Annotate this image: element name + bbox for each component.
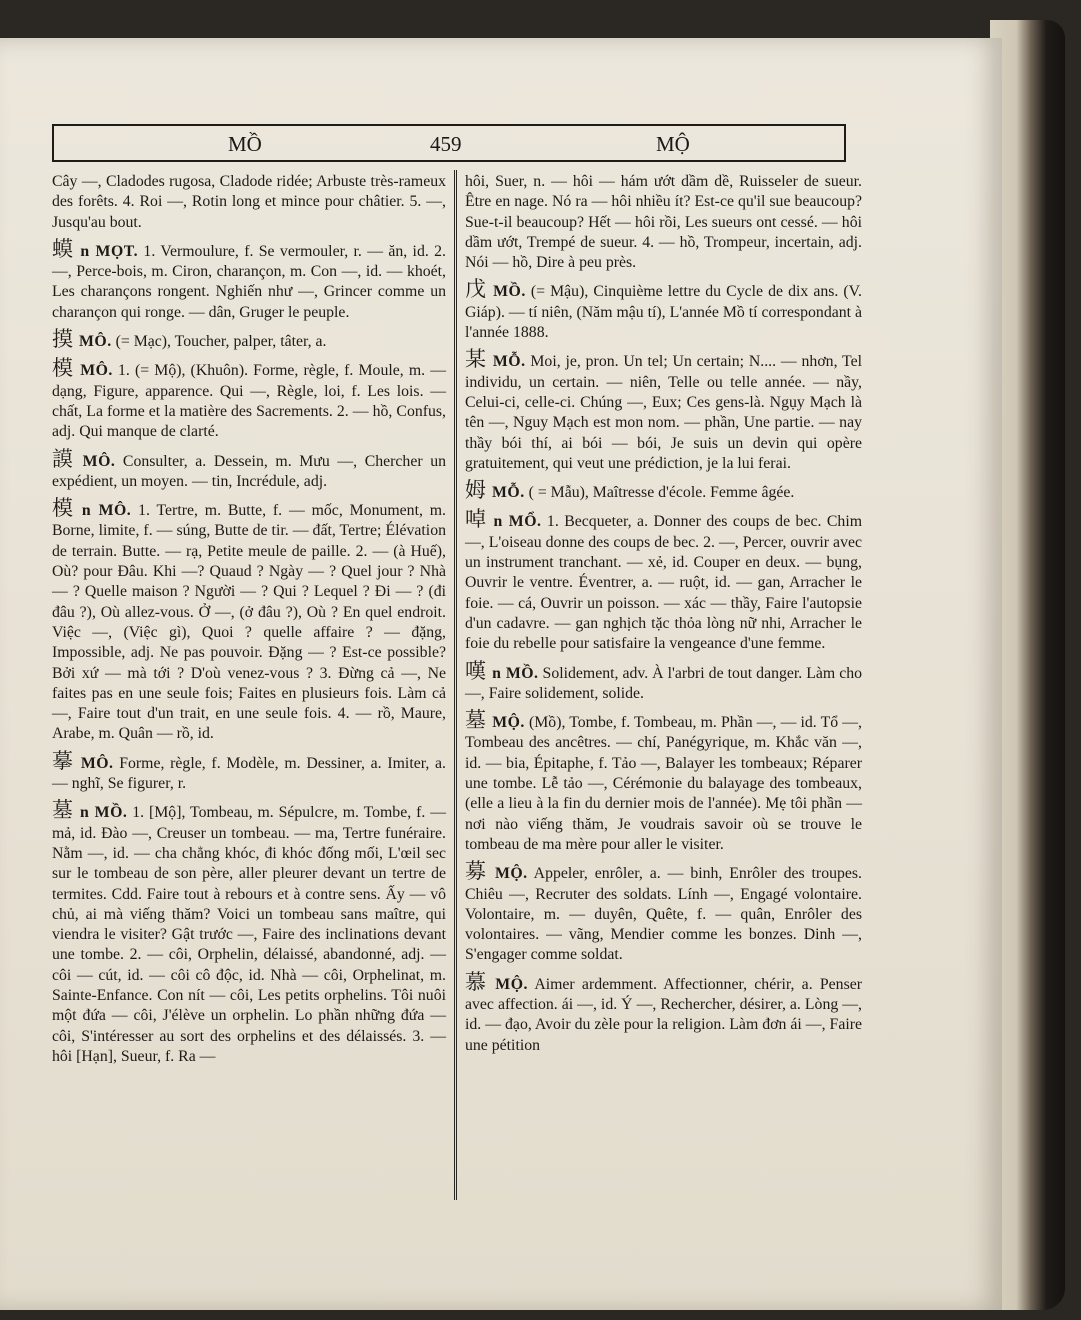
entry-headword: n MỌT. <box>80 242 139 260</box>
entry-character: 蟆 <box>52 236 75 261</box>
entry-character: 戊 <box>465 277 488 302</box>
dictionary-entry <box>465 658 863 705</box>
entry-headword: MÔ. <box>80 362 113 380</box>
entry-headword: n MÔ. <box>81 502 132 520</box>
entry-text: 1. [Mộ], Tombeau, m. Sépulcre, m. Tombe, f. — mả, id. Đào —, Creuser un tombeau. — ma, Tertre funéraire. Nằm —, id. — cha chẳng khóc, đi khóc đống mối, L'œil sec sur le tombeau de son père, aller pleurer devant un tertre de termites. Cdd. Faire tout à rebours et à contre sens. Ấy — vô chủ, ai mà viếng thăm? Voici un tombeau sans maître, qui viendra le visiter? Gật trước —, Faire des inclinations devant une tombe. 2. — côi, Orphelin, délaissé, abandonné, adj. — côi — cút, id. — côi cô độc, id. Nhà — côi, Orphelinat, m. Sainte-Enfance. Con nít — côi, Les petits orphelins. Tôi nuôi một đứa — côi, J'élève un orphelin. Lo phần những đứa — côi, S'intéresser au sort des orphelins et des délaissés. 3. — hôi [Hạn], Sueur, f. Ra — <box>52 804 446 1065</box>
dictionary-entry <box>52 358 446 442</box>
entry-character: 摹 <box>52 748 75 773</box>
page-number: 459 <box>430 132 462 156</box>
entry-headword: n MỒ. <box>492 664 539 682</box>
entry-headword: MỖ. <box>492 484 525 502</box>
entry-text: (Mồ), Tombe, f. Tombeau, m. Phần —, — id. Tổ —, Tombeau des ancêtres. — chí, Panégyrique, m. Khắc văn —, id. — bia, Épitaphe, f. Tảo —, Balayer les tombeaux; Réparer une tombe. Lễ tảo —, Cérémonie du balayage des tombeaux, (elle a lieu à la fin du dernier mois de l'année). Mẹ tôi phần — nơi nào viếng thăm, Je voudrais savoir où se trouve le tombeau de ma mère pour aller le visiter. <box>465 714 863 853</box>
entry-text: Moi, je, pron. Un tel; Un certain; N.... — nhơn, Tel individu, un certain. — niên, Telle ou telle année. — nầy, Celui-ci, celle-ci. Chúng —, Eux; Ces gens-là. Ngụy Mạch là tên —, Nguy Mạch est mon nom. — phần, Une partie. — nay thầy bói thí, ai bói — bói, Je suis un devin qui opère gratuitement, qui veut une prédiction, je la lui ferai. <box>465 353 863 472</box>
entry-character: 摸 <box>52 327 73 352</box>
entry-text: Forme, règle, f. Modèle, m. Dessiner, a. Imiter, a. — nghĩ, Se figurer, r. <box>52 754 447 793</box>
right-column <box>465 172 862 1062</box>
dictionary-entry <box>52 446 446 493</box>
dictionary-entry <box>465 480 862 503</box>
entry-text: Appeler, enrôler, a. — binh, Enrôler des troupes. Chiêu —, Recruter des soldats. Lính —, Engagé volontaire. Volontaire, m. — duyên, Quête, f. — quân, Enrôler des volontaires. — vãng, Mendier comme les bonzes. Dinh —, S'engager comme soldat. <box>465 865 862 964</box>
entry-text: (= Mạc), Toucher, palper, tâter, a. <box>115 333 327 351</box>
entry-headword: MỒ. <box>493 283 526 301</box>
entry-character: 慕 <box>465 969 490 994</box>
entry-character: 墓 <box>52 798 74 823</box>
entry-headword: MỘ. <box>492 714 525 732</box>
dictionary-entry <box>465 861 862 965</box>
entry-headword: MÔ. <box>80 754 114 772</box>
dictionary-entry <box>52 236 446 323</box>
entry-headword: n MỔ. <box>493 513 542 531</box>
entry-character: 模 <box>52 356 75 381</box>
header-right-word: MỘ <box>656 132 690 156</box>
entry-character: 謨 <box>52 446 77 471</box>
page-header <box>52 124 846 162</box>
entry-text: 1. Becqueter, a. Donner des coups de bec. Chim —, L'oiseau donne des coups de bec. 2. —, Percer, ouvrir avec un instrument tranchant. — xẻ, id. Couper en deux. — bụng, Ouvrir le ventre. Éventrer, a. — ruột, id. — gan, Arracher le foie. — cá, Ouvrir un poisson. — xác — thầy, Faire l'autopsie d'un cadavre. — gan nghịch tặc thỏa lòng nữ nhi, Arracher le foie du rebelle pour satisfaire la vengeance d'une femme. <box>465 513 863 653</box>
entry-character: 姆 <box>465 478 486 503</box>
dictionary-entry <box>52 329 446 352</box>
entry-text: Consulter, a. Dessein, m. Mưu —, Chercher un expédient, un moyen. — tin, Incrédule, adj. <box>52 452 446 490</box>
entry-text: hôi, Suer, n. — hôi — hám ướt dầm dề, Ruisseler de sueur. Être en nage. Nó ra — hôi nhiều ít? Est-ce qu'il sue beaucoup? Sue-t-il beaucoup? Hết — hôi rồi, Les sueurs ont cessé. — hôi dầm ướt, Trempé de sueur. 4. — hồ, Trompeur, incertain, adj. Nói — hồ, Dire à peu près. <box>465 173 862 272</box>
entry-text: 1. Vermoulure, f. Se vermouler, r. — ăn, id. 2. —, Perce-bois, m. Ciron, charançon, m. Con —, id. — khoét, Les charançons rongent. Nghiến như —, Grincer comme un charançon qui ronge. — dân, Gruger le peuple. <box>52 242 446 321</box>
entry-character: 嘆 <box>465 658 487 683</box>
header-left-word: MỒ <box>228 132 262 156</box>
entry-text: Aimer ardemment. Affectionner, chérir, a. Penser avec affection. ái —, id. Ý —, Rechercher, désirer, a. Lòng —, id. — đạo, Avoir du zèle pour la religion. Làm đơn ái —, Faire une pétition <box>465 975 862 1054</box>
dictionary-entry <box>52 172 446 233</box>
entry-character: 模 <box>52 496 76 521</box>
left-column <box>52 172 446 1073</box>
entry-character: 啅 <box>465 507 488 532</box>
entry-character: 募 <box>465 859 489 884</box>
dictionary-entry <box>52 800 446 1067</box>
dictionary-entry <box>465 710 862 855</box>
dictionary-entry <box>465 969 862 1056</box>
entry-headword: n MỒ. <box>79 804 128 822</box>
entry-text: Cây —, Cladodes rugosa, Cladode ridée; Arbuste très-rameux des forêts. 4. Roi —, Rotin long et mince pour châtier. 5. —, Jusqu'au bout. <box>52 173 446 231</box>
entry-text: (= Mậu), Cinquième lettre du Cycle de dix ans. (V. Giáp). — tí niên, (Năm mậu tí), L'année Mồ tí correspondant à l'année 1888. <box>465 283 862 342</box>
entry-headword: MÔ. <box>82 452 116 470</box>
entry-text: Solidement, adv. À l'arbri de tout danger. Làm cho —, Faire solidement, solide. <box>465 664 863 702</box>
dictionary-entry <box>465 349 862 474</box>
dictionary-entry <box>465 279 862 343</box>
dictionary-entry <box>465 509 862 654</box>
entry-character: 某 <box>465 347 487 372</box>
entry-headword: MỘ. <box>495 975 528 993</box>
entry-headword: MỘ. <box>494 865 528 883</box>
entry-character: 墓 <box>465 708 487 733</box>
entry-text: 1. Tertre, m. Butte, f. — mốc, Monument, m. Borne, limite, f. — súng, Butte de tir. — đất, Tertre; Élévation de terrain. Butte. — rạ, Petite meule de paille. 2. — (à Huế), Où? pour Đâu. Khi —? Quaud ? Ngày — ? Quel jour ? Nhà — ? Quelle maison ? Người — ? Qui ? Lequel ? Đi — ? (đi đâu ?), Où allez-vous. Ở —, (ở đâu ?), Où ? En quel endroit. Việc —, (Việc gì), Quoi ? quelle affaire ? — đặng, Impossible, adj. Ne pas pouvoir. Đặng — ? Est-ce possible? Bởi xứ — mà tới ? D'où venez-vous ? 3. Đừng cả —, Ne faites pas en une seule fois; Faites en plusieurs fois. Làm cả —, Faire tout d'un trait, en une seule fois. 4. — rồ, Maure, Arabe, m. Quân — rồ, id. <box>52 502 446 743</box>
dictionary-entry <box>52 748 447 795</box>
dictionary-entry <box>465 172 862 273</box>
entry-text: 1. (= Mộ), (Khuôn). Forme, règle, f. Moule, m. — dạng, Figure, apparence. Qui —, Règle, loi, f. Les lois. — chất, La forme et la matière des Sacrements. 2. — hồ, Confus, adj. Qui manque de clarté. <box>52 362 446 441</box>
column-divider <box>454 170 457 1200</box>
entry-headword: MÔ. <box>79 333 112 351</box>
entry-headword: MỖ. <box>492 353 526 371</box>
dictionary-entry <box>52 498 446 745</box>
entry-text: ( = Mẫu), Maîtresse d'école. Femme âgée. <box>528 484 795 502</box>
